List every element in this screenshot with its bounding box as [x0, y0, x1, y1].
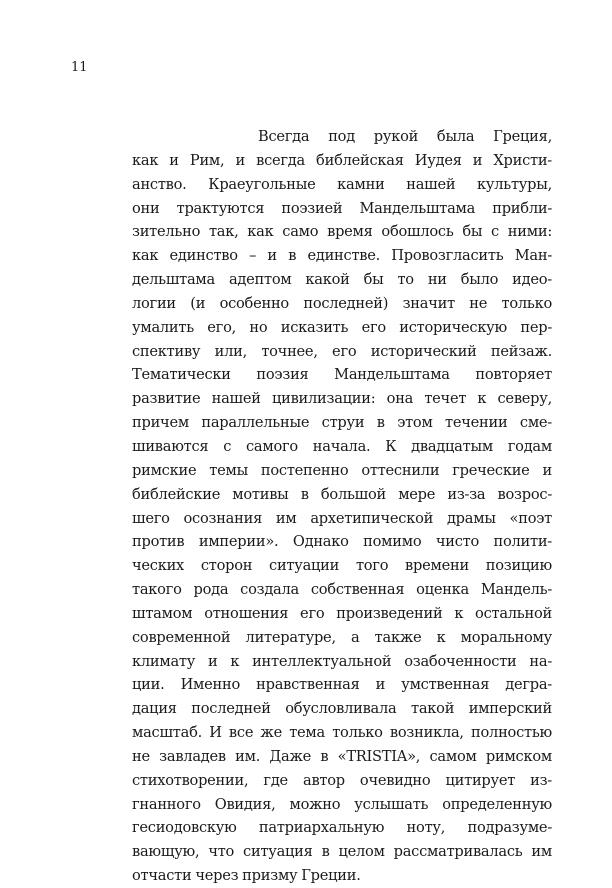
text-line: против империи». Однако помимо чисто полити- — [132, 533, 552, 551]
text-line: римские темы постепенно оттеснили греческие и — [132, 461, 552, 479]
text-line: масштаб. И все же тема только возникла, полностью — [132, 724, 552, 742]
text-line: такого рода создала собственная оценка Мандель- — [132, 581, 552, 599]
text-line: шиваются с самого начала. К двадцатым годам — [132, 437, 552, 455]
text-line: гесиодовскую патриархальную ноту, подразуме- — [132, 819, 552, 837]
text-line: вающую, что ситуация в целом рассматривалась им — [132, 843, 552, 861]
text-line: спективу или, точнее, его исторический пейзаж. — [132, 342, 552, 360]
text-line: шего осознания им архетипической драмы «поэт — [132, 509, 552, 527]
text-line: дельштама адептом какой бы то ни было идео- — [132, 271, 552, 289]
text-line: умалить его, но исказить его историческую пер- — [132, 318, 552, 336]
text-line: ции. Именно нравственная и умственная дегра- — [132, 676, 552, 694]
text-line: отчасти через призму Греции. — [132, 867, 361, 885]
text-line: как и Рим, и всегда библейская Иудея и Христи- — [132, 151, 552, 169]
text-line: зительно так, как само время обошлось бы с ними: — [132, 223, 552, 241]
text-line: штамом отношения его произведений к остальной — [132, 604, 552, 622]
text-line: как единство – и в единстве. Провозгласить Ман- — [132, 247, 552, 265]
text-line: стихотворении, где автор очевидно цитирует из- — [132, 771, 552, 789]
text-line: Всегда под рукой была Греция, — [258, 128, 552, 145]
page-number: 11 — [71, 60, 88, 75]
text-line: они трактуются поэзией Мандельштама прибли- — [132, 199, 552, 217]
text-line: гнанного Овидия, можно услышать определенную — [132, 795, 552, 813]
text-line: библейские мотивы в большой мере из-за возрос- — [132, 485, 552, 503]
text-line: логии (и особенно последней) значит не только — [132, 294, 552, 312]
text-line: развитие нашей цивилизации: она течет к северу, — [132, 390, 552, 408]
text-line: климату и к интеллектуальной озабоченности на- — [132, 652, 552, 670]
text-line: дация последней обусловливала такой имперский — [132, 700, 552, 718]
text-line: причем параллельные струи в этом течении сме- — [132, 414, 552, 432]
body-paragraph — [132, 125, 552, 888]
text-line: не завладев им. Даже в «TRISTIA», самом римском — [132, 747, 552, 765]
text-line: Тематически поэзия Мандельштама повторяет — [132, 366, 552, 384]
text-line: ческих сторон ситуации того времени позицию — [132, 557, 552, 575]
text-line: анство. Краеугольные камни нашей культуры, — [132, 175, 552, 193]
text-line: современной литературе, а также к моральному — [132, 628, 552, 646]
